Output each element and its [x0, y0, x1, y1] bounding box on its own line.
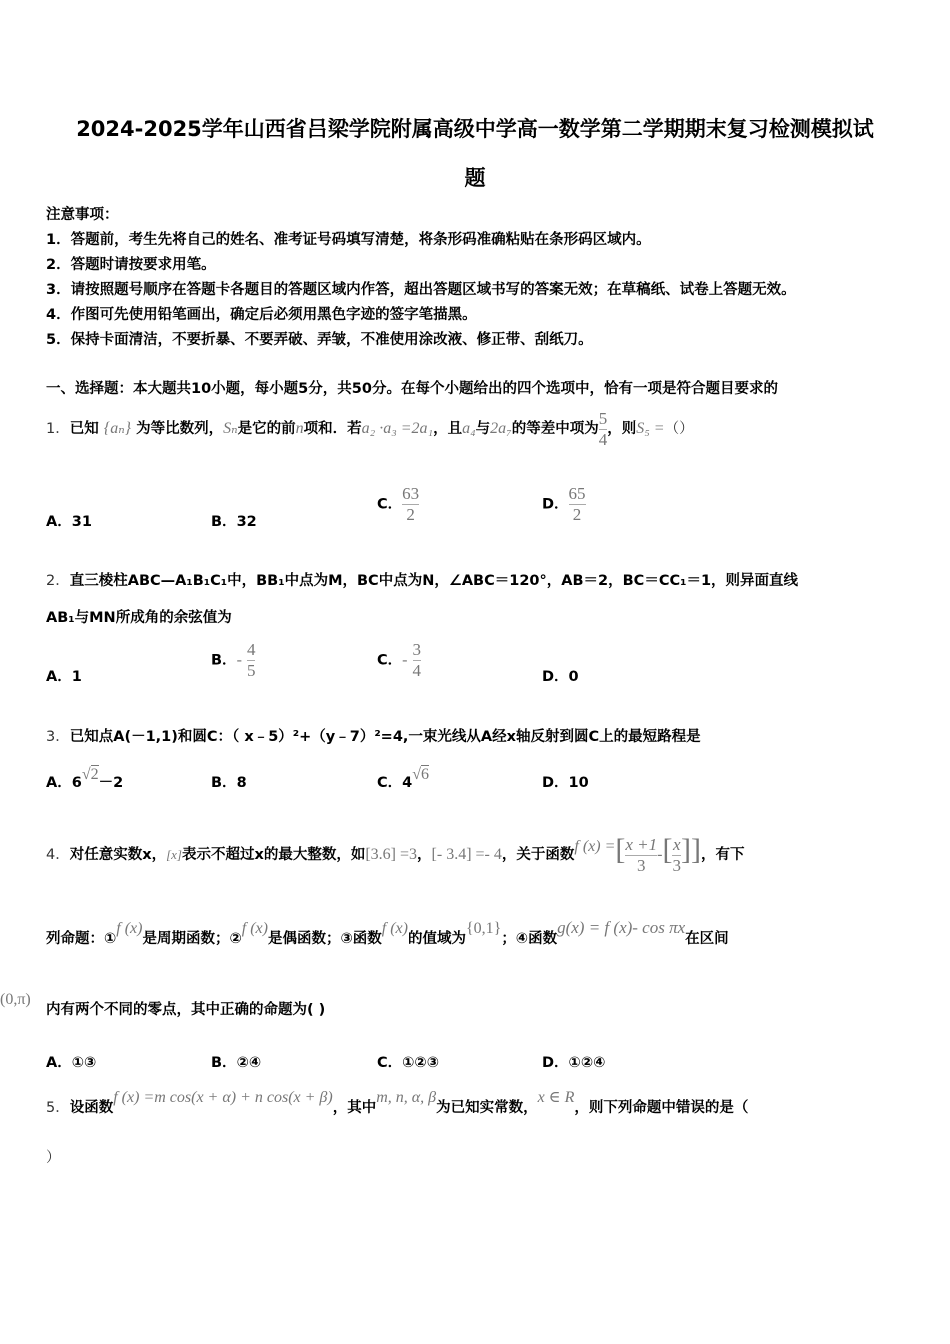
text: A． — [46, 669, 72, 685]
doc-title: 2024-2025学年山西省吕梁学院附属高级中学高一数学第二学期期末复习检测模拟试 — [76, 117, 874, 141]
text: B． — [211, 1055, 237, 1071]
text: 31 — [71, 514, 92, 530]
option-d — [542, 1051, 605, 1072]
text: 5 — [246, 661, 256, 680]
text: C． — [377, 496, 403, 513]
option-d — [542, 484, 586, 525]
option-c — [377, 640, 421, 681]
text: f (x) = — [574, 838, 616, 855]
text: m, n, α, β — [376, 1089, 437, 1106]
text: 列命题：① — [46, 931, 117, 947]
text: 2． — [46, 573, 70, 589]
text: B． — [211, 775, 237, 791]
text: 63 — [402, 484, 420, 503]
text: 2 — [406, 505, 415, 524]
text: 设函数 — [69, 1100, 114, 1116]
text: ，则 — [607, 421, 637, 437]
text: 在区间 — [685, 931, 729, 947]
text: 已知 — [69, 421, 99, 437]
fraction — [599, 409, 608, 450]
text: x ∈ R — [537, 1089, 575, 1106]
text: [x] — [166, 847, 182, 862]
option-a: A．6√2－2 — [46, 766, 124, 791]
option-b — [211, 510, 257, 531]
text: 已知点A(－1,1)和圆C：（ x﹣5）²+（y﹣7）²=4,一束光线从A经x轴反射到圆C上的最短路程是 — [69, 729, 701, 745]
text: 为已知实常数， — [436, 1100, 538, 1116]
numerator: 5 — [598, 408, 608, 428]
text: f (x) — [116, 920, 143, 937]
notice-item: 2．答题时请按要求用笔。 — [46, 257, 216, 273]
text: (0,π) — [0, 991, 31, 1008]
text: f (x) — [381, 920, 408, 937]
math: n — [295, 420, 304, 437]
text: D． — [542, 496, 569, 513]
math: {aₙ} — [103, 420, 132, 437]
option-a — [46, 510, 92, 531]
text: 的值域为 — [407, 931, 466, 947]
question-3 — [46, 725, 701, 746]
notice-item: 4．作图可先使用铅笔画出，确定后必须用黑色字迹的签字笔描黑。 — [46, 307, 477, 323]
notice-heading: 注意事项： — [46, 207, 119, 223]
doc-title-cont: 题 — [464, 166, 486, 190]
text: - — [236, 651, 242, 669]
text: 2 — [90, 766, 99, 783]
text: B． — [211, 514, 237, 530]
text: ②④ — [236, 1055, 262, 1071]
text: 4． — [46, 847, 70, 863]
question-4-cont2 — [0, 990, 326, 1030]
text: －2 — [98, 775, 124, 791]
text: 3 — [672, 855, 681, 875]
text: 的等差中项为 — [511, 421, 599, 437]
text: 6 — [71, 775, 82, 791]
text: 表示不超过x的最大整数，如 — [181, 847, 366, 863]
question-5 — [46, 1088, 748, 1128]
text: ，有下 — [700, 847, 745, 863]
option-a — [46, 665, 82, 686]
text: 65 — [568, 484, 586, 503]
text: 4 — [412, 661, 422, 680]
text: 是周期函数；② — [142, 931, 242, 947]
text: A． — [46, 775, 72, 791]
text: ，且 — [433, 421, 463, 437]
text: D． — [542, 1055, 569, 1071]
notice-item: 5．保持卡面清洁，不要折暴、不要弄破、弄皱，不准使用涂改液、修正带、刮纸刀。 — [46, 332, 593, 348]
denominator: 4 — [598, 429, 608, 449]
option-c — [377, 1051, 439, 1072]
option-d — [542, 665, 579, 686]
notice-item: 3．请按照题号顺序在答题卡各题目的答题区域内作答，超出答题区域书写的答案无效；在草稿纸、试卷上答题无效。 — [46, 282, 796, 298]
text: 是偶函数；③函数 — [267, 931, 382, 947]
text: 为等比数列， — [136, 421, 224, 437]
text: D． — [542, 775, 569, 791]
math: a₂ ·a₃ =2a₁ — [361, 420, 434, 437]
question-2 — [46, 569, 798, 590]
text: C． — [377, 652, 403, 669]
text: C． — [377, 775, 403, 791]
question-2-cont: AB₁与MN所成角的余弦值为 — [46, 610, 232, 626]
option-b — [211, 771, 247, 792]
text: x +1 — [625, 834, 658, 854]
text: ，其中 — [332, 1100, 377, 1116]
text: f (x) =m cos(x + α) + n cos(x + β) — [113, 1089, 333, 1106]
text: 10 — [568, 775, 589, 791]
text: g(x) = f (x)- cos πx — [557, 918, 686, 937]
text: 1 — [71, 669, 82, 685]
notice-item: 1．答题前，考生先将自己的姓名、准考证号码填写清楚，将条形码准确粘贴在条形码区域内。 — [46, 232, 651, 248]
text: 3． — [46, 729, 70, 745]
text: 对任意实数x， — [69, 847, 167, 863]
text: 与 — [475, 421, 491, 437]
text: {0,1} — [465, 920, 502, 937]
math: S₅ = — [636, 420, 665, 437]
text: C． — [377, 1055, 403, 1071]
text: 是它的前 — [237, 421, 296, 437]
text: ①②④ — [568, 1055, 606, 1071]
math: Sₙ — [223, 420, 238, 437]
text: [3.6] =3 — [365, 846, 418, 863]
text: A． — [46, 514, 72, 530]
text: ①②③ — [402, 1055, 439, 1071]
text: （） — [664, 421, 694, 437]
text: 32 — [236, 514, 257, 530]
question-4: 4．对任意实数x，[x]表示不超过x的最大整数，如[3.6] =3，[- 3.4] =- 4，关于函数f (x) =[ $\frac{x +1}{3}$ -[ $\frac{x}{3}$ ]]，有下 — [46, 833, 745, 875]
text: D． — [542, 669, 569, 685]
question-1 — [46, 405, 694, 453]
text: 0 — [568, 669, 579, 685]
text: B． — [211, 652, 237, 669]
text: 内有两个不同的零点，其中正确的命题为( ) — [46, 1002, 326, 1018]
text: [- 3.4] =- 4 — [431, 846, 502, 863]
math: a₄ — [462, 420, 476, 437]
text: x — [672, 834, 681, 854]
text: f (x) — [241, 920, 268, 937]
section-heading: 一、选择题：本大题共10小题，每小题5分，共50分。在每个小题给出的四个选项中，恰有一项是符合题目要求的 — [46, 381, 778, 397]
question-4-cont — [46, 918, 729, 959]
text: 2 — [572, 505, 582, 524]
text: ，则下列命题中错误的是（ — [574, 1100, 749, 1116]
text: 项和．若 — [303, 421, 362, 437]
text: 3 — [637, 855, 646, 875]
option-c: C．4√6 — [377, 766, 430, 791]
text: - — [402, 651, 408, 669]
text: 8 — [236, 775, 247, 791]
question-5-cont: ） — [46, 1150, 61, 1166]
math: 2a₇ — [490, 420, 512, 437]
text: ①③ — [71, 1055, 97, 1071]
option-a — [46, 1051, 96, 1072]
text: ；④函数 — [501, 931, 558, 947]
text: 5． — [46, 1100, 70, 1116]
question-number: 1． — [46, 421, 70, 437]
text: 3 — [412, 640, 422, 659]
text: 6 — [421, 766, 430, 783]
text: A． — [46, 1055, 72, 1071]
text: ， — [417, 847, 432, 863]
text: 4 — [246, 640, 256, 659]
text: - — [657, 846, 663, 863]
option-d — [542, 771, 589, 792]
option-b — [211, 640, 255, 681]
text: 4 — [402, 775, 413, 791]
option-c — [377, 484, 419, 525]
option-b — [211, 1051, 261, 1072]
text: ，关于函数 — [501, 847, 575, 863]
text: 直三棱柱ABC—A₁B₁C₁中，BB₁中点为M，BC中点为N，∠ABC＝120°，AB＝2，BC＝CC₁＝1，则异面直线 — [69, 573, 799, 589]
